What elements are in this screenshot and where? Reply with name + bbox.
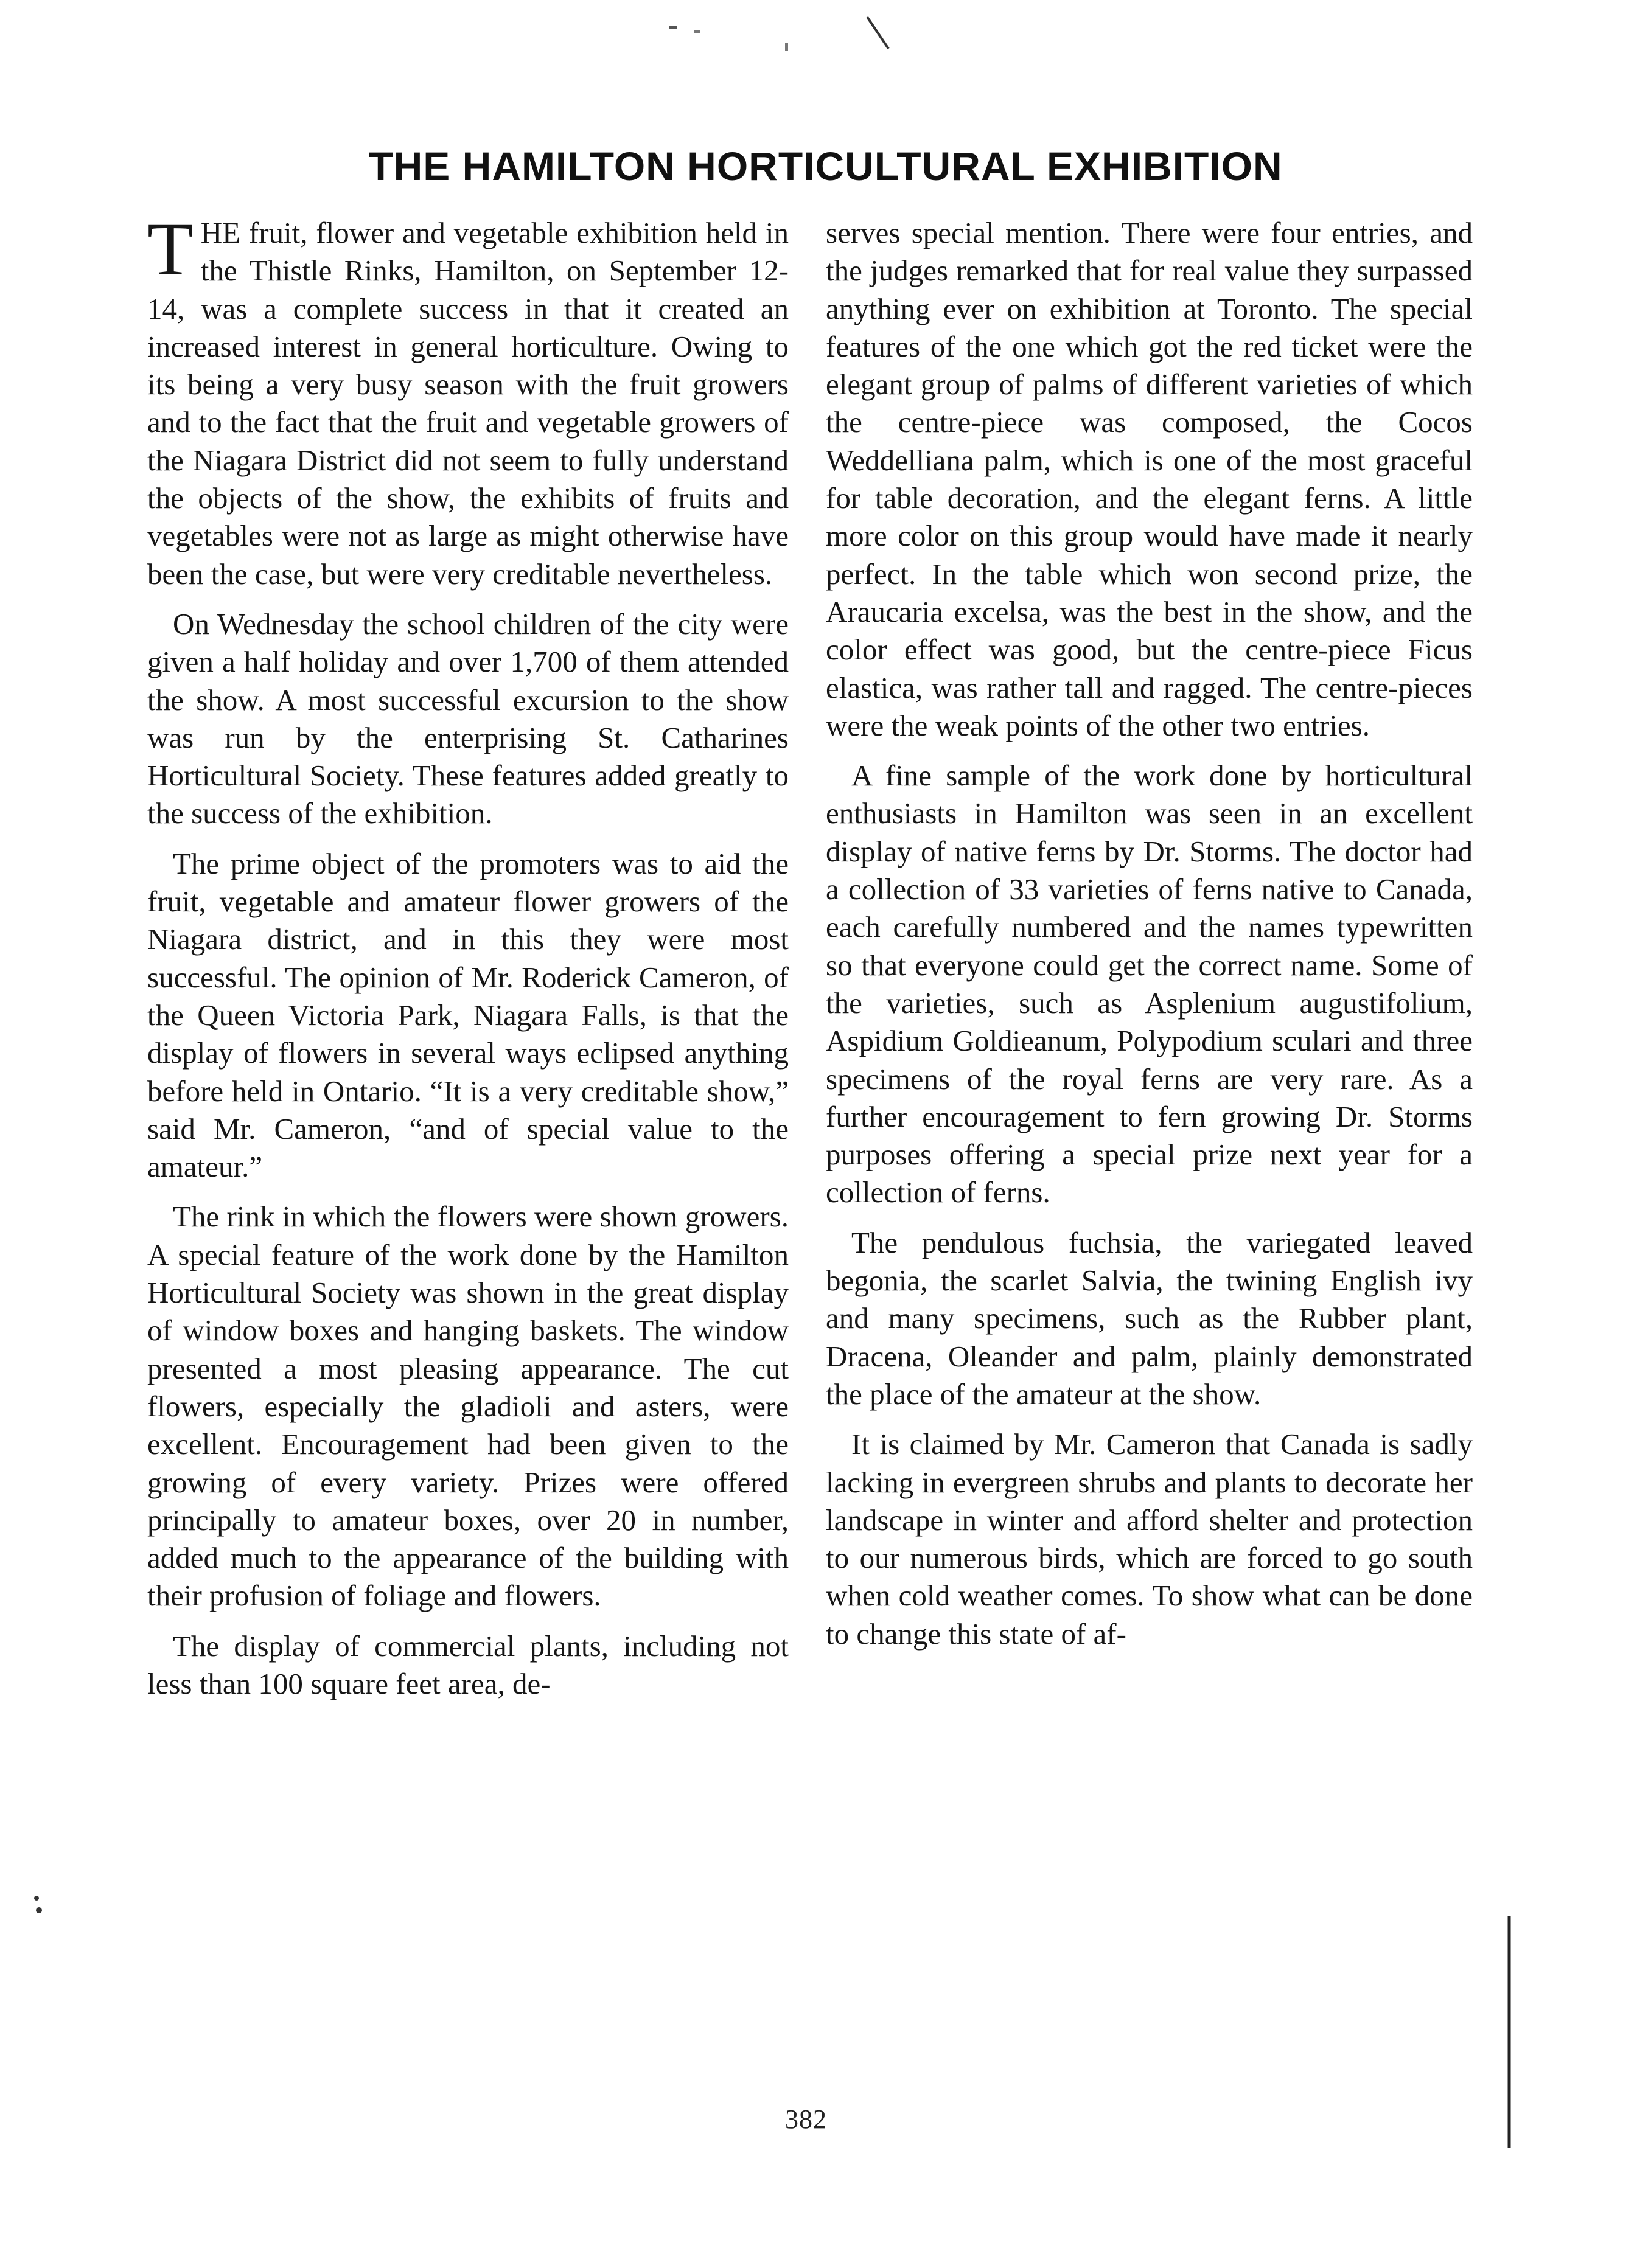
right-column [826,214,1473,1665]
scan-dot [669,26,677,29]
drop-cap: T [147,207,194,291]
scan-mark-top [867,17,888,49]
paragraph: A fine sample of the work done by horticultural enthusiasts in Hamilton was seen in an excellent display of native ferns by Dr. Storms. The doctor had a collection of 33 varieties of ferns native to Canada, each carefully numbered and the names typewritten so that everyone could get the correct name. Some of the varieties, such as Asplenium augustifolium, Aspidium Goldieanum, Polypodium sculari and three specimens of the royal ferns are very rare. As a further encouragement to fern growing Dr. Storms purposes offering a special prize next year for a collection of ferns. [826,759,1473,1209]
paragraph: The rink in which the flowers were shown growers. A special feature of the work done by the Hamilton Horticultural Society was shown in the great display of window boxes and hanging baskets. The window presented a most pleasing appearance. The cut flowers, especially the gladioli and asters, were excellent. Encouragement had been given to the growing of every variety. Prizes were offered principally to amateur boxes, over 20 in number, added much to the appearance of the building with their profusion of foliage and flowers. [147,1200,789,1613]
paragraph [147,207,789,593]
scan-dot [785,43,788,51]
scan-dot [694,30,700,33]
paragraph: serves special mention. There were four entries, and the judges remarked that for real value they surpassed anything ever on exhibition at Toronto. The special features of the one which got the red ticket were the elegant group of palms of different varieties of which the centre-piece was composed, the Cocos Weddelliana palm, which is one of the most graceful for table decoration, and the elegant ferns. A little more color on this group would have made it nearly perfect. In the table which won second prize, the Araucaria excelsa, was the best in the show, and the color effect was good, but the centre-piece Ficus elastica, was rather tall and ragged. The centre-pieces were the weak points of the other two entries. [826,216,1473,742]
article-title: THE HAMILTON HORTICULTURAL EXHIBITION [368,144,1283,189]
paragraph: The pendulous fuchsia, the variegated leaved begonia, the scarlet Salvia, the twining English ivy and many specimens, such as the Rubber plant, Dracena, Oleander and palm, plainly demonstrated the place of the amateur at the show. [826,1225,1473,1411]
paragraph: The prime object of the promoters was to aid the fruit, vegetable and amateur flower growers of the Niagara district, and in this they were most successful. The opinion of Mr. Roderick Cameron, of the Queen Victoria Park, Niagara Falls, is that the display of flowers in several ways eclipsed anything before held in Ontario. “It is a very creditable show,” said Mr. Cameron, “and of special value to the amateur.” [147,846,789,1184]
paragraph: The display of commercial plants, including not less than 100 square feet area, de- [147,1629,789,1700]
paragraph: On Wednesday the school children of the city were given a half holiday and over 1,700 of them attended the show. A most successful excursion to the show was run by the enterprising St. Catharines Horticultural Society. These features added greatly to the success of the exhibition. [147,607,789,830]
page-number: 382 [785,2104,827,2134]
scan-dot [36,1907,42,1913]
scan-dot [34,1896,39,1901]
paragraph-text: HE fruit, flower and vegetable exhibition held in the Thistle Rinks, Hamilton, on September 12-14, was a complete success in that it created an increased interest in general horticulture. Owing to its being a very busy season with the fruit growers and to the fact that the fruit and vegetable growers of the Niagara District did not seem to fully understand the objects of the show, the exhibits of fruits and vegetables were not as large as might otherwise have been the case, but were very creditable nevertheless. [147,216,789,591]
paragraph: It is claimed by Mr. Cameron that Canada is sadly lacking in evergreen shrubs and plants to decorate her landscape in winter and afford shelter and protection to our numerous birds, which are forced to go south when cold weather comes. To show what can be done to change this state of af- [826,1427,1473,1651]
left-column [147,207,789,1715]
